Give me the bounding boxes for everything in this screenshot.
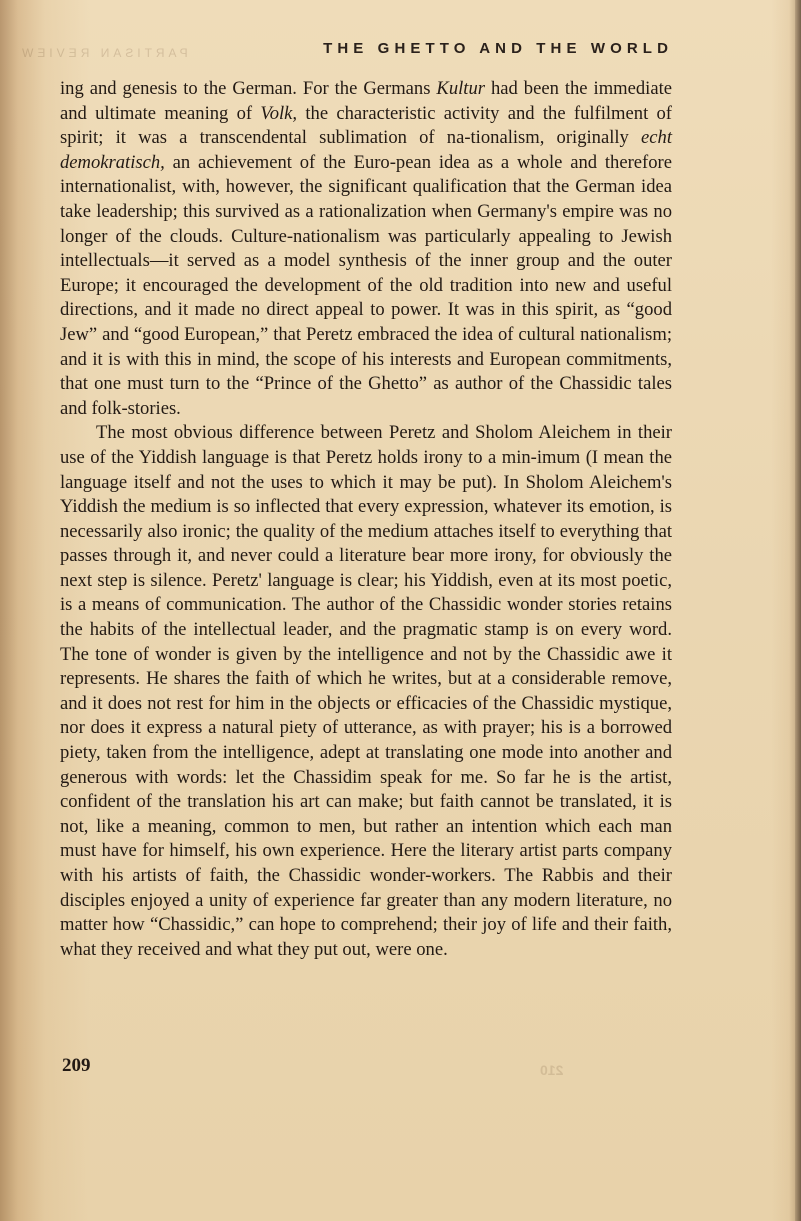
page-number: 209 <box>62 1055 91 1076</box>
body-text <box>60 77 672 962</box>
running-head: THE GHETTO AND THE WORLD <box>323 40 673 57</box>
text-run: ing and genesis to the German. For the Germans <box>60 78 437 99</box>
text-run: an achievement of the Euro-pean idea as a whole and therefore internationalist, with, however, the significant qualification that the German idea take leadership; this survived as a rationalization when Germany's empire was no longer of the clouds. Culture-nationalism was particularly appealing to Jewish intellectuals—it served as a model synthesis of the inner group and the outer Europe; it encouraged the development of the old tradition into new and useful directions, and it made no direct appeal to power. It was in this spirit, as “good Jew” and “good European,” that Peretz embraced the idea of cultural nationalism; and it is with this in mind, the scope of his interests and European commitments, that one must turn to the “Prince of the Ghetto” as author of the Chassidic tales and folk-stories. <box>60 151 672 419</box>
text-run: the characteristic activity and the fulfilment of spirit; it was a transcendental sublimation of na-tionalism, originally <box>60 102 672 149</box>
italic-phrase: Volk, <box>260 102 298 124</box>
text-run: had been the immediate and ultimate meaning of <box>60 78 673 124</box>
paragraph <box>60 421 672 962</box>
italic-phrase: echt demokratisch, <box>60 127 672 173</box>
page-edge-shadow <box>795 0 801 1221</box>
italic-phrase: Kultur <box>436 78 485 99</box>
show-through-header: PARTISAN REVIEW <box>18 46 188 60</box>
paragraph <box>60 77 672 421</box>
text-run: The most obvious difference between Peretz and Sholom Aleichem in their use of the Yiddish language is that Peretz holds irony to a min-imum (I mean the language itself and not the uses to which it may be put). In Sholom Aleichem's Yiddish the medium is so inflected that every expression, whatever its emotion, is necessarily also ironic; the quality of the medium attaches itself to everything that passes through it, and never could a literature bear more irony, for obviously the next step is silence. Peretz' language is clear; his Yiddish, even at its most poetic, is a means of communication. The author of the Chassidic wonder stories retains the habits of the intellectual leader, and the pragmatic stamp is on every word. The tone of wonder is given by the intelligence and not by the Chassidic awe it represents. He shares the faith of which he writes, but at a considerable remove, and it does not rest for him in the objects or efficacies of the Chassidic mystique, nor does it express a natural piety of utterance, as with prayer; his is a borrowed piety, taken from the intelligence, adept at translating one mode into another and generous with words: let the Chassidim speak for me. So far he is the artist, confident of the translation his art can make; but faith cannot be translated, it is not, like a meaning, common to men, but rather an intention which each man must have for himself, his own experience. Here the literary artist parts company with his artists of faith, the Chassidic wonder-workers. The Rabbis and their disciples enjoyed a unity of experience far greater than any modern literature, no matter how “Chassidic,” can hope to comprehend; their joy of life and their faith, what they received and what they put out, were one. <box>60 422 672 960</box>
show-through-page-number: 210 <box>540 1062 564 1078</box>
